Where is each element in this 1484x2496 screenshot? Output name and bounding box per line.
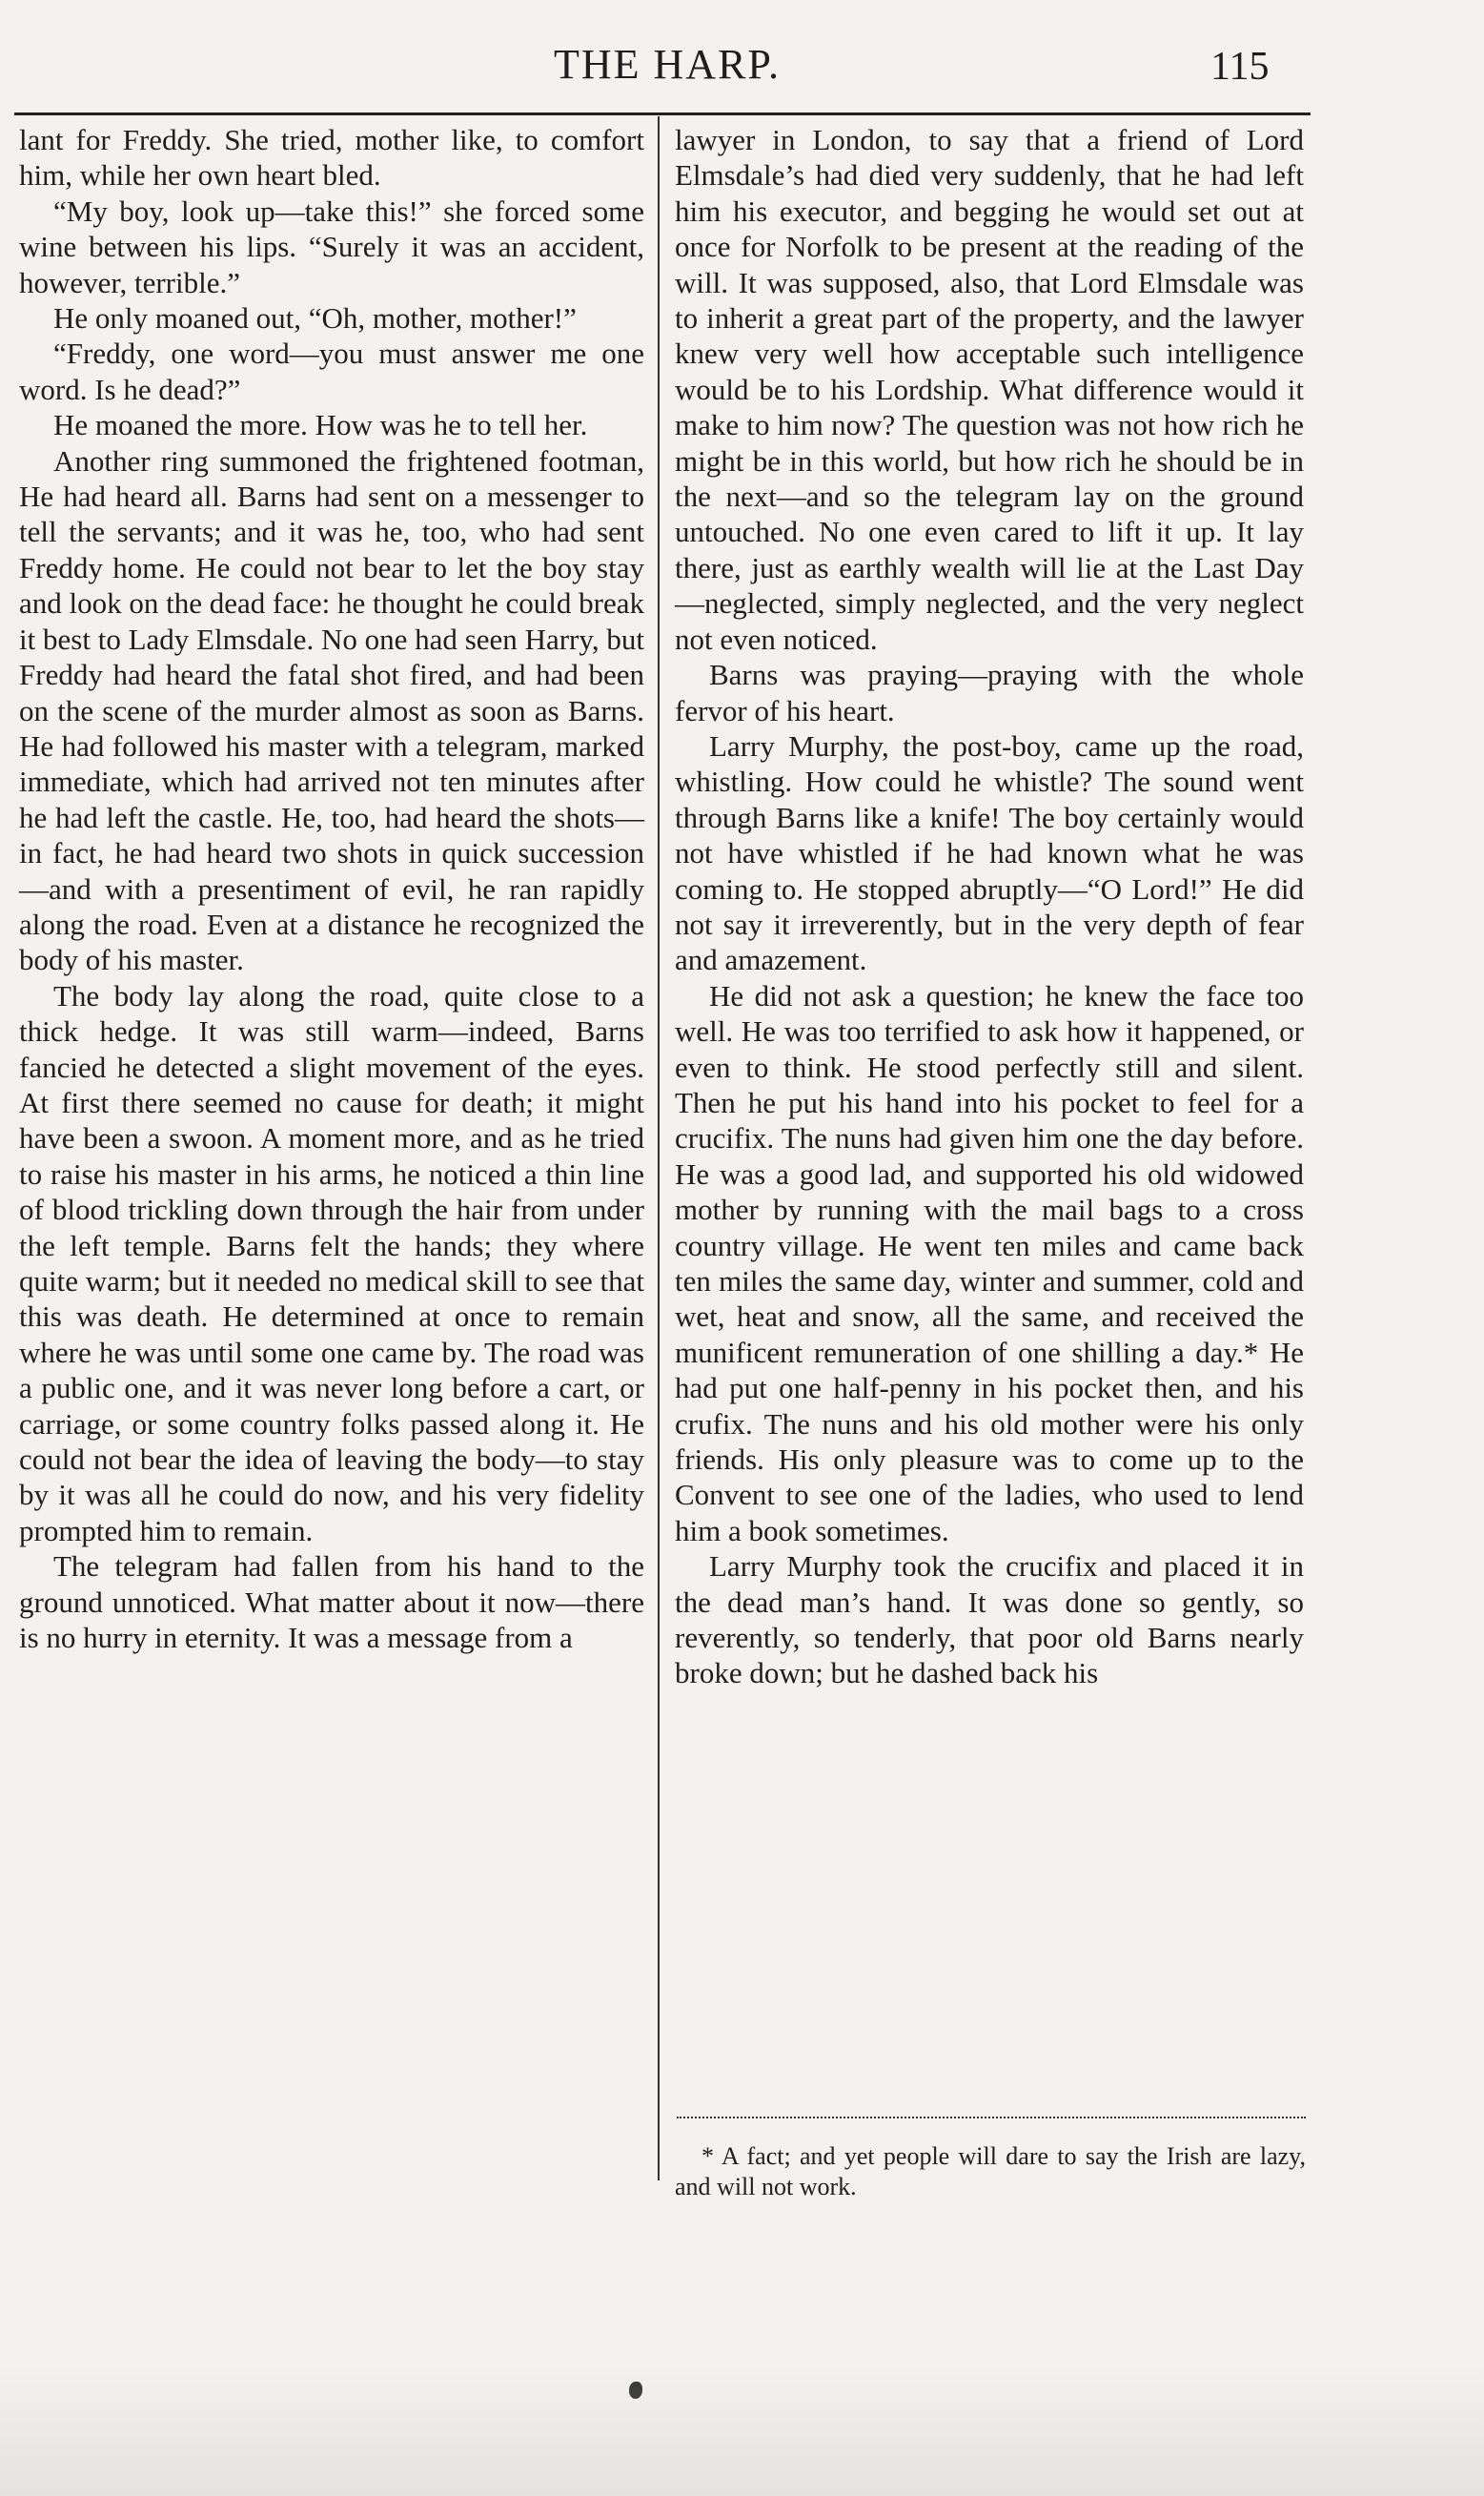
paragraph: Larry Murphy, the post-boy, came up the road, whistling. How could he whistle? The sound went through Barns like a knife! The boy certainly would not have whistled if he had known what he was coming to. He stopped abruptly—“O Lord!” He did not say it irreverently, but in the very depth of fear and amazement.: [675, 728, 1304, 977]
paragraph: He did not ask a question; he knew the face too well. He was too terrified to ask how it happened, or even to think. He stood perfectly still and silent. Then he put his hand into his pocket to feel for a crucifix. The nuns had given him one the day before. He was a good lad, and supported his old widowed mother by running with the mail bags to a cross country village. He went ten miles and came back ten miles the same day, winter and summer, cold and wet, heat and snow, all the same, and received the munificent remuneration of one shilling a day.* He had put one half-penny in his pocket then, and his crufix. The nuns and his old mother were his only friends. His only pleasure was to come up to the Convent to see one of the ladies, who used to lend him a book sometimes.: [675, 978, 1304, 1547]
paragraph: He only moaned out, “Oh, mother, mother!”: [53, 301, 577, 336]
running-title: THE HARP.: [553, 41, 782, 88]
paragraph: lant for Freddy. She tried, mother like, to comfort him, while her own heart bled.: [19, 123, 644, 193]
page-number: 115: [1210, 45, 1270, 89]
paragraph: The telegram had fallen from his hand to the ground unnoticed. What matter about it now—there is no hurry in eternity. It was a message from a: [19, 1549, 644, 1655]
paragraph: lawyer in London, to say that a friend of Lord Elmsdale’s had died very suddenly, that he had left him his executor, and begging he would set out at once for Norfolk to be present at the reading of the will. It was supposed, also, that Lord Elmsdale was to inherit a great part of the property, and the lawyer knew very well how acceptable such intelligence would be to his Lordship. What difference would it make to him now? The question was not how rich he might be in this world, but how rich he should be in the next—and so the telegram lay on the ground untouched. No one even cared to lift it up. It lay there, just as earthly wealth will lie at the Last Day—neglected, simply neglected, and the very neglect not even noticed.: [675, 123, 1304, 656]
paragraph: Another ring summoned the frightened footman, He had heard all. Barns had sent on a messenger to tell the servants; and it was he, too, who had sent Freddy home. He could not bear to let the boy stay and look on the dead face: he thought he could break it best to Lady Elmsdale. No one had seen Harry, but Freddy had heard the fatal shot fired, and had been on the scene of the murder almost as soon as Barns. He had followed his master with a telegram, marked immediate, which had arrived not ten minutes after he had left the castle. He, too, had heard the shots—in fact, he had heard two shots in quick succession—and with a presentiment of evil, he ran rapidly along the road. Even at a distance he recognized the body of his master.: [19, 443, 644, 977]
paragraph: “My boy, look up—take this!” she forced some wine between his lips. “Surely it was an accident, however, terrible.”: [19, 194, 644, 299]
paragraph: Barns was praying—praying with the whole fervor of his heart.: [675, 658, 1304, 727]
footnote-rule: [677, 2117, 1306, 2118]
right-column: [675, 122, 1304, 1691]
header-rule: [14, 113, 1311, 115]
paragraph: “Freddy, one word—you must answer me one word. Is he dead?”: [19, 337, 644, 406]
left-column: [19, 122, 644, 1655]
paper-shading: [0, 2363, 1484, 2496]
paragraph: The body lay along the road, quite close to a thick hedge. It was still warm—indeed, Barns fancied he detected a slight movement of the eyes. At first there seemed no cause for death; it might have been a swoon. A moment more, and as he tried to raise his master in his arms, he noticed a thin line of blood trickling down through the hair from under the left temple. Barns felt the hands; they where quite warm; but it needed no medical skill to see that this was death. He determined at once to remain where he was until some one came by. The road was a public one, and it was never long before a cart, or carriage, or some country folks passed along it. He could not bear the idea of leaving the body—to stay by it was all he could do now, and his very fidelity prompted him to remain.: [19, 978, 644, 1547]
footnote: * A fact; and yet people will dare to say the Irish are lazy, and will not work.: [675, 2142, 1306, 2200]
paragraph: Larry Murphy took the crucifix and placed it in the dead man’s hand. It was done so gently, so reverently, so tenderly, that poor old Barns nearly broke down; but he dashed back his: [675, 1549, 1304, 1690]
page-header: [0, 36, 1484, 103]
column-divider: [658, 116, 660, 2180]
paragraph: He moaned the more. How was he to tell her.: [53, 408, 588, 442]
